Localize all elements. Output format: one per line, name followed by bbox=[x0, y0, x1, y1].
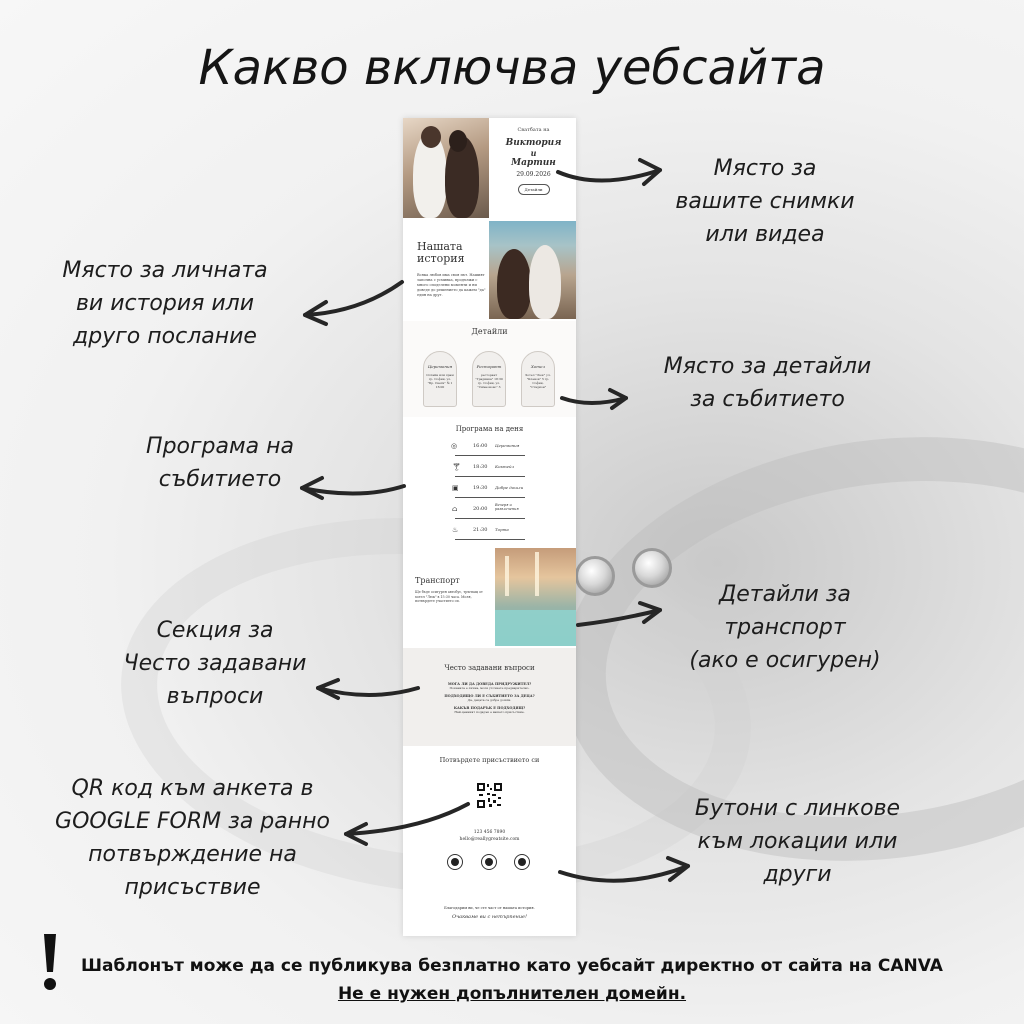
annotation-transport: Детайли за транспорт (ако е осигурен) bbox=[689, 582, 881, 673]
arrow-details-head bbox=[610, 390, 626, 408]
glass-icon: 🍸︎ bbox=[452, 463, 461, 471]
footer-line1: Шаблонът може да се публикува безплатно като уебсайт директно от сайта на CANVA bbox=[81, 956, 943, 976]
details-section bbox=[403, 321, 576, 417]
hero-and: и bbox=[530, 148, 537, 158]
rsvp-phone: 123 456 7890 bbox=[473, 830, 506, 835]
details-heading: Детайли bbox=[471, 327, 508, 336]
program-section bbox=[403, 419, 576, 544]
program-row: ▣ 19:30 Добре дошли bbox=[455, 481, 525, 498]
faq-heading: Често задавани въпроси bbox=[444, 664, 535, 672]
annotation-faq: Секция за Често задавани въпроси bbox=[123, 618, 307, 709]
annotation-program: Програма на събитието bbox=[146, 434, 294, 492]
transport-heading: Транспорт bbox=[415, 576, 460, 585]
transport-section bbox=[403, 548, 576, 646]
faq-list: МОГА ЛИ ДА ДОВЕДА ПРИДРУЖИТЕЛ? Поканата е лична, моля уточнете предварително. ПОДХОДЯЩО ЛИ Е СЪБИТИЕТО ЗА ДЕЦА? Да, децата са добре дошли. КАКЪВ ПОДАРЪК Е ПОДХОДЯЩ? Най-ценният подарък е вашето присъствие. bbox=[444, 682, 535, 714]
annotation-buttons: Бутони с линкове към локации или други bbox=[694, 796, 901, 887]
annotation-details: Място за детайли за събитието bbox=[663, 354, 872, 412]
camera-icon: ▣ bbox=[452, 484, 459, 492]
arrow-story-head bbox=[305, 302, 326, 324]
hero-name1: Виктория bbox=[505, 138, 562, 148]
story-body: Всяка любов има своя път. Нашият започна с усмивка, продължи с много споделени моменти и ни доведе до решението да кажем "да" един на друг. bbox=[417, 273, 486, 297]
couple-photo bbox=[403, 118, 489, 218]
story-photo bbox=[489, 221, 576, 319]
hero-name2: Мартин bbox=[511, 158, 556, 168]
rsvp-signoff: Очакваме ви с нетърпение! bbox=[451, 914, 528, 920]
canva-brand: CANVA bbox=[877, 956, 943, 976]
rsvp-heading: Потвърдете присъствието си bbox=[439, 756, 540, 764]
cake-icon: ♨ bbox=[452, 526, 459, 534]
venue-photo bbox=[495, 548, 576, 646]
hero-details-button[interactable]: Детайли bbox=[518, 184, 550, 195]
annotation-qr: QR код към анкета в GOOGLE FORM за ранно потвърждение на присъствие bbox=[55, 776, 330, 900]
rsvp-section bbox=[403, 748, 576, 936]
program-heading: Програма на деня bbox=[455, 425, 524, 433]
hero-date: 29.09.2026 bbox=[516, 171, 551, 178]
details-card-restaurant: Ресторант ресторант "Градинка" 18:30 гр. София, ул. "Симеоново" 3 bbox=[472, 351, 506, 407]
rsvp-thanks: Благодарим ви, че сте част от нашата история. bbox=[444, 906, 535, 910]
story-heading: Нашата история bbox=[417, 240, 465, 265]
location-button[interactable] bbox=[447, 854, 463, 870]
annotation-photos: Място за вашите снимки или видеа bbox=[675, 156, 855, 247]
arrow-photos-head bbox=[640, 160, 660, 184]
details-card-ceremony: Церемония Ослайн или храм гр. София, ул. "Бр. Свети" № 1 16:00 bbox=[423, 351, 457, 407]
qr-code[interactable] bbox=[476, 782, 503, 809]
program-row: 🍸︎ 18:30 Коктейл bbox=[455, 460, 525, 477]
rings-icon: ◎ bbox=[451, 442, 458, 450]
program-row: ◎ 16:00 Церемония bbox=[455, 439, 525, 456]
program-row: ♨ 21:30 Торта bbox=[455, 523, 525, 540]
program-row: ⌂ 20:00 Вечеря и развлечения bbox=[455, 502, 525, 519]
website-preview bbox=[403, 118, 576, 936]
details-card-hotel: Хотел Хотел "Люк" ул. "Кленов" 5 гр. София, "Стадион" bbox=[521, 351, 555, 407]
footer-line2: Не е нужен допълнителен домейн. bbox=[337, 984, 687, 1004]
location-button[interactable] bbox=[481, 854, 497, 870]
story-section bbox=[403, 221, 576, 319]
rsvp-email: hello@reallygreatsite.com bbox=[459, 837, 520, 842]
hero-kicker: Сватбата на bbox=[517, 127, 550, 133]
transport-body: Ще бъде осигурен автобус, тръгващ от хотел "Люк" в 15:30 часа. Моля, потвърдете участието си. bbox=[415, 590, 483, 604]
annotation-story: Място за личната ви история или друго послание bbox=[62, 258, 268, 349]
hero-section bbox=[403, 118, 576, 218]
page-title: Какво включва уебсайта bbox=[198, 40, 826, 96]
faq-section bbox=[403, 648, 576, 746]
dinner-icon: ⌂ bbox=[452, 505, 458, 513]
ring-gem bbox=[575, 556, 615, 596]
arrow-story bbox=[305, 282, 402, 315]
location-button[interactable] bbox=[514, 854, 530, 870]
